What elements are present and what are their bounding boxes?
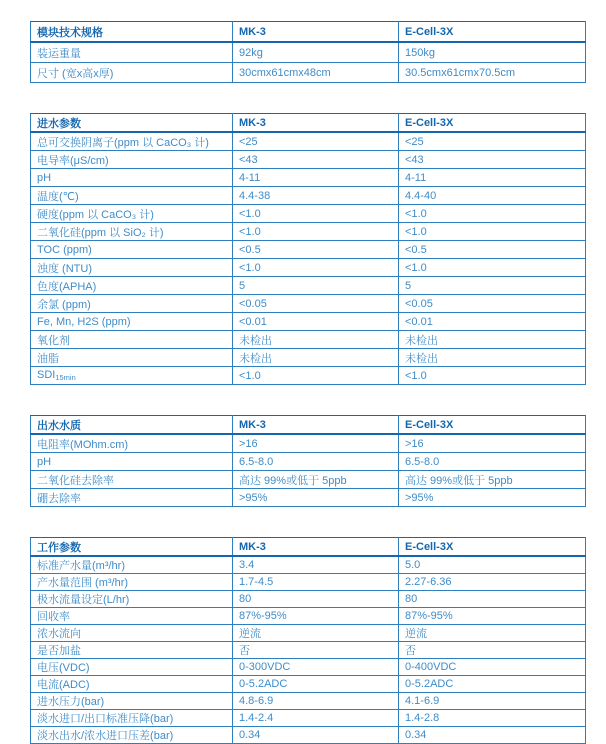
cell: pH — [31, 453, 233, 471]
cell: 未检出 — [399, 349, 586, 367]
cell: 80 — [399, 591, 586, 608]
cell: 逆流 — [399, 625, 586, 642]
cell: <43 — [399, 151, 586, 169]
subscript-text: 15min — [55, 373, 76, 382]
cell: 浓水流向 — [31, 625, 233, 642]
cell: >16 — [399, 434, 586, 453]
table-row — [31, 277, 586, 295]
cell: 4.1-6.9 — [399, 693, 586, 710]
cell: 逆流 — [233, 625, 399, 642]
cell: 30cmx61cmx48cm — [233, 63, 399, 83]
cell: <0.01 — [233, 313, 399, 331]
table-row — [31, 659, 586, 676]
cell: <1.0 — [399, 367, 586, 385]
cell: 电导率(μS/cm) — [31, 151, 233, 169]
table-row — [31, 295, 586, 313]
cell: 1.4-2.8 — [399, 710, 586, 727]
cell: 未检出 — [233, 331, 399, 349]
cell: 4-11 — [399, 169, 586, 187]
cell: 温度(℃) — [31, 187, 233, 205]
cell: 0-400VDC — [399, 659, 586, 676]
table-row — [31, 349, 586, 367]
cell: 0.34 — [399, 727, 586, 744]
table-row — [31, 453, 586, 471]
cell: 6.5-8.0 — [399, 453, 586, 471]
cell: 否 — [399, 642, 586, 659]
cell: 0-300VDC — [233, 659, 399, 676]
column-header: E-Cell-3X — [399, 538, 586, 557]
table-row — [31, 727, 586, 744]
cell: 5 — [399, 277, 586, 295]
cell: 回收率 — [31, 608, 233, 625]
cell: 是否加盐 — [31, 642, 233, 659]
table-row — [31, 367, 586, 385]
cell: 淡水出水/浓水进口压差(bar) — [31, 727, 233, 744]
cell: <1.0 — [399, 223, 586, 241]
table-row — [31, 556, 586, 574]
header-row — [31, 416, 586, 435]
table-row — [31, 489, 586, 507]
cell: 未检出 — [399, 331, 586, 349]
cell: 2.27-6.36 — [399, 574, 586, 591]
table-row — [31, 223, 586, 241]
cell — [31, 367, 233, 385]
cell: 1.4-2.4 — [233, 710, 399, 727]
cell: 余氯 (ppm) — [31, 295, 233, 313]
column-header: 进水参数 — [31, 114, 233, 133]
header-row — [31, 114, 586, 133]
cell: 极水流量设定(L/hr) — [31, 591, 233, 608]
cell: 5.0 — [399, 556, 586, 574]
cell: 92kg — [233, 42, 399, 63]
column-header: MK-3 — [233, 538, 399, 557]
cell: <25 — [233, 132, 399, 151]
cell: 高达 99%或低于 5ppb — [233, 471, 399, 489]
cell: 150kg — [399, 42, 586, 63]
cell: 硼去除率 — [31, 489, 233, 507]
operating-params-table — [30, 537, 586, 744]
table-row — [31, 187, 586, 205]
column-header: 工作参数 — [31, 538, 233, 557]
column-header: MK-3 — [233, 22, 399, 43]
cell: <1.0 — [233, 367, 399, 385]
cell: 0-5.2ADC — [399, 676, 586, 693]
table-row — [31, 42, 586, 63]
cell: 3.4 — [233, 556, 399, 574]
cell: <0.05 — [399, 295, 586, 313]
cell: <0.5 — [233, 241, 399, 259]
cell: 电阻率(MOhm.cm) — [31, 434, 233, 453]
cell: 87%-95% — [399, 608, 586, 625]
cell: pH — [31, 169, 233, 187]
cell: <25 — [399, 132, 586, 151]
cell: 30.5cmx61cmx70.5cm — [399, 63, 586, 83]
cell: 电流(ADC) — [31, 676, 233, 693]
cell: <0.01 — [399, 313, 586, 331]
cell: 4-11 — [233, 169, 399, 187]
column-header: E-Cell-3X — [399, 114, 586, 133]
cell: <1.0 — [399, 259, 586, 277]
cell: 4.8-6.9 — [233, 693, 399, 710]
table-row — [31, 693, 586, 710]
cell: 80 — [233, 591, 399, 608]
table-row — [31, 574, 586, 591]
column-header: 出水水质 — [31, 416, 233, 435]
cell: <43 — [233, 151, 399, 169]
cell: 4.4-40 — [399, 187, 586, 205]
cell: 1.7-4.5 — [233, 574, 399, 591]
table-row — [31, 169, 586, 187]
column-header: MK-3 — [233, 114, 399, 133]
cell-text: SDI — [37, 369, 56, 381]
cell: 4.4-38 — [233, 187, 399, 205]
cell: 电压(VDC) — [31, 659, 233, 676]
cell: 二氧化硅(ppm 以 SiO₂ 计) — [31, 223, 233, 241]
table-row — [31, 259, 586, 277]
cell: <0.5 — [399, 241, 586, 259]
cell: 淡水进口/出口标准压降(bar) — [31, 710, 233, 727]
cell: 87%-95% — [233, 608, 399, 625]
cell: <1.0 — [399, 205, 586, 223]
column-header: E-Cell-3X — [399, 22, 586, 43]
header-row — [31, 22, 586, 43]
product-water-quality-table — [30, 415, 586, 507]
cell: 装运重量 — [31, 42, 233, 63]
cell: 6.5-8.0 — [233, 453, 399, 471]
column-header: MK-3 — [233, 416, 399, 435]
table-row — [31, 676, 586, 693]
table-row — [31, 591, 586, 608]
cell: >95% — [399, 489, 586, 507]
feed-water-params-table — [30, 113, 586, 385]
table-row — [31, 710, 586, 727]
module-spec-table — [30, 21, 586, 83]
cell: TOC (ppm) — [31, 241, 233, 259]
cell: 硬度(ppm 以 CaCO₃ 计) — [31, 205, 233, 223]
cell: 产水量范围 (m³/hr) — [31, 574, 233, 591]
cell: <0.05 — [233, 295, 399, 313]
cell: <1.0 — [233, 259, 399, 277]
cell: 未检出 — [233, 349, 399, 367]
table-row — [31, 63, 586, 83]
table-row — [31, 471, 586, 489]
cell: 0-5.2ADC — [233, 676, 399, 693]
table-row — [31, 625, 586, 642]
table-row — [31, 331, 586, 349]
cell: 氧化剂 — [31, 331, 233, 349]
table-row — [31, 241, 586, 259]
cell: 总可交换阴离子(ppm 以 CaCO₃ 计) — [31, 132, 233, 151]
cell: 高达 99%或低于 5ppb — [399, 471, 586, 489]
header-row — [31, 538, 586, 557]
cell: <1.0 — [233, 205, 399, 223]
cell: >16 — [233, 434, 399, 453]
cell: 二氧化硅去除率 — [31, 471, 233, 489]
table-row — [31, 608, 586, 625]
cell: 进水压力(bar) — [31, 693, 233, 710]
cell: 浊度 (NTU) — [31, 259, 233, 277]
table-row — [31, 205, 586, 223]
cell: 标准产水量(m³/hr) — [31, 556, 233, 574]
table-row — [31, 151, 586, 169]
table-row — [31, 132, 586, 151]
cell: 尺寸 (宽x高x厚) — [31, 63, 233, 83]
column-header: E-Cell-3X — [399, 416, 586, 435]
cell: <1.0 — [233, 223, 399, 241]
cell: 5 — [233, 277, 399, 295]
cell: 油脂 — [31, 349, 233, 367]
table-row — [31, 313, 586, 331]
cell: >95% — [233, 489, 399, 507]
table-row — [31, 434, 586, 453]
cell: 0.34 — [233, 727, 399, 744]
column-header: 模块技术规格 — [31, 22, 233, 43]
cell: Fe, Mn, H2S (ppm) — [31, 313, 233, 331]
cell: 色度(APHA) — [31, 277, 233, 295]
cell: 否 — [233, 642, 399, 659]
table-row — [31, 642, 586, 659]
